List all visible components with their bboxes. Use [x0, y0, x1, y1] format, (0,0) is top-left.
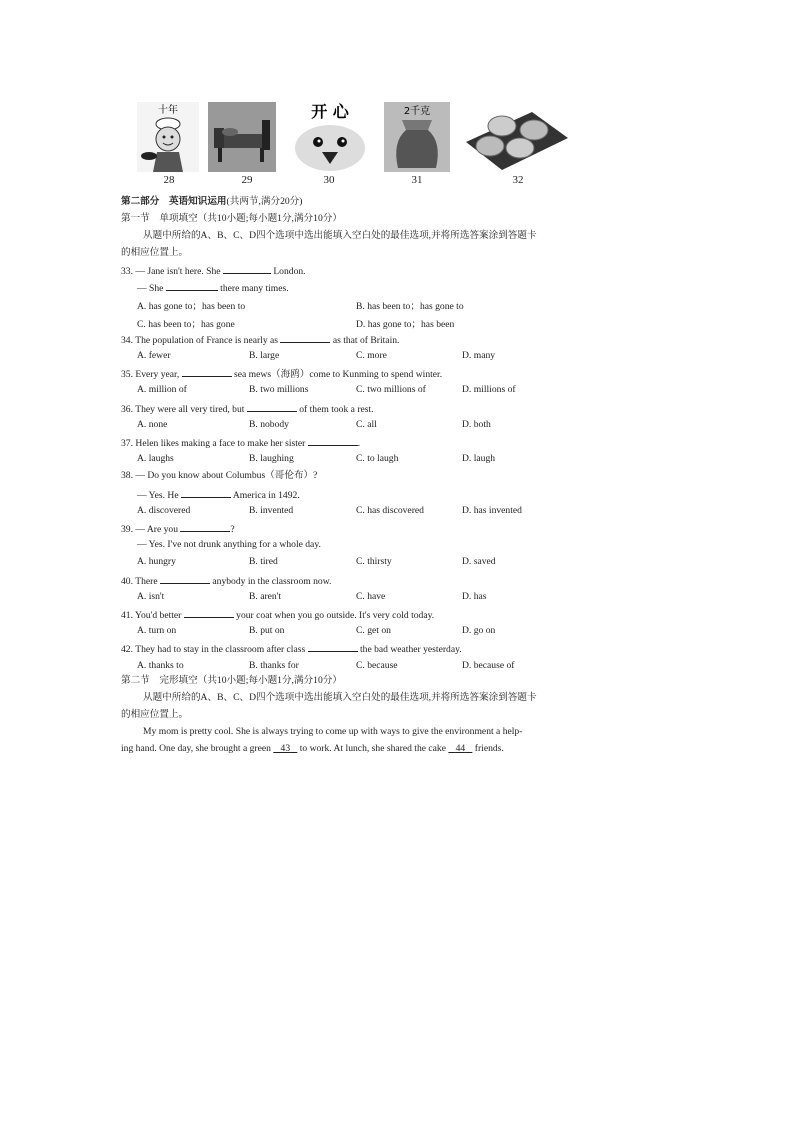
answer-blank: [280, 333, 330, 343]
picture-30-number: 30: [323, 174, 335, 186]
stem-text: there many times.: [217, 283, 289, 295]
part2-heading: [121, 196, 302, 208]
answer-option: B. invented: [249, 504, 294, 516]
answer-option: B. put on: [249, 625, 285, 637]
bed-icon: [208, 102, 276, 172]
passage-line-2a: ing hand. One day, she brought a green: [121, 743, 274, 754]
picture-30: [292, 102, 368, 172]
section1-instruction-2: 的相应位置上。: [121, 247, 189, 258]
stem-text: America in 1492.: [230, 489, 300, 501]
answer-option: A. isn't: [137, 590, 165, 602]
stem-text: 34. The population of France is nearly as: [121, 334, 281, 346]
answer-blank: [166, 281, 218, 291]
chef-boy-icon: [137, 102, 199, 172]
answer-option: B. large: [249, 350, 280, 361]
answer-option: C. to laugh: [356, 453, 399, 465]
stem-text: .: [357, 438, 361, 449]
answer-option: D. saved: [462, 556, 496, 568]
answer-blank: [160, 574, 210, 584]
answer-option: C. more: [356, 350, 387, 361]
answer-blank: [181, 488, 231, 498]
answer-option: D. many: [462, 350, 496, 361]
answer-option: A. thanks to: [137, 659, 184, 671]
blank-44-number: 44: [455, 743, 466, 754]
picture-28-number: 28: [163, 174, 175, 186]
happy-face-icon: [292, 102, 368, 172]
passage-line-2b: to work. At lunch, she shared the cake: [297, 743, 449, 754]
answer-option: B. thanks for: [249, 659, 299, 671]
stem-text: the bad weather yesterday.: [357, 644, 462, 656]
answer-option: B. tired: [249, 556, 278, 568]
answer-option: C. thirsty: [356, 556, 392, 568]
answer-option: C. have: [356, 590, 386, 602]
question-stem: [121, 436, 360, 450]
answer-option: B. nobody: [249, 418, 289, 430]
question-stem: [121, 574, 331, 588]
picture-29-number: 29: [241, 174, 253, 186]
answer-option: A. has gone to；has been to: [137, 301, 246, 313]
question-stem: [121, 333, 399, 347]
stem-text: anybody in the classroom now.: [209, 575, 332, 587]
answer-option: A. none: [137, 418, 168, 430]
answer-option: B. laughing: [249, 453, 294, 465]
question-stem: [121, 264, 306, 278]
stem-text: London.: [270, 266, 306, 277]
stem-text: 36. They were all very tired, but: [121, 403, 247, 415]
passage-line-2: [121, 743, 504, 755]
passage-line-2c: friends.: [472, 743, 504, 754]
stem-text: 39. — Are you: [121, 524, 181, 535]
stem-text: 38. — Do you know about Columbus（哥伦布）?: [121, 470, 318, 482]
picture-row: [137, 102, 577, 172]
question-stem: [121, 608, 434, 622]
stem-text: sea mews（海鸥）come to Kunming to spend winter.: [231, 369, 443, 381]
stem-text: your coat when you go outside. It's very cold today.: [233, 610, 435, 621]
sack-icon: [384, 102, 450, 172]
section1-instruction-1: 从题中所给的A、B、C、D四个选项中选出能填入空白处的最佳选项,并将所选答案涂到答题卡: [143, 230, 537, 241]
question-stem: [121, 522, 235, 536]
answer-option: D. has invented: [462, 504, 522, 516]
answer-blank: [247, 402, 297, 412]
section2-title: 第二节 完形填空（共10小题;每小题1分,满分10分）: [121, 675, 342, 686]
answer-option: D. has: [462, 590, 487, 602]
picture-32: [462, 102, 570, 172]
answer-option: B. two millions: [249, 384, 309, 396]
question-stem-continued: [137, 488, 300, 502]
passage-line-1: My mom is pretty cool. She is always trying to come up with ways to give the environment a help-: [143, 726, 523, 737]
answer-option: A. hungry: [137, 556, 176, 568]
blank-43: [273, 743, 297, 754]
answer-option: D. millions of: [462, 384, 516, 396]
part2-heading-rest: (共两节,满分20分): [226, 196, 303, 207]
answer-option: D. because of: [462, 659, 515, 671]
stem-text: 42. They had to stay in the classroom after class: [121, 644, 308, 656]
picture-29: [208, 102, 276, 172]
answer-option: A. discovered: [137, 504, 191, 516]
answer-blank: [182, 367, 232, 377]
answer-option: D. has gone to；has been: [356, 318, 455, 330]
stem-text: ?: [230, 524, 235, 535]
answer-blank: [223, 264, 271, 274]
picture-28-caption: 十年: [158, 105, 178, 116]
stem-text: — She: [137, 283, 166, 295]
answer-blank: [308, 642, 358, 652]
answer-option: D. laugh: [462, 453, 496, 465]
picture-28: [137, 102, 199, 172]
section1-title: 第一节 单项填空（共10小题;每小题1分,满分10分）: [121, 213, 342, 224]
picture-31-caption: 2千克: [403, 106, 431, 117]
answer-option: A. turn on: [137, 625, 177, 637]
section2-instruction-2: 的相应位置上。: [121, 709, 189, 720]
answer-option: C. because: [356, 659, 398, 671]
picture-31-number: 31: [411, 174, 423, 186]
answer-option: C. two millions of: [356, 384, 426, 396]
answer-option: D. both: [462, 418, 491, 430]
question-stem-continued: [137, 281, 289, 295]
stem-text: 37. Helen likes making a face to make her sister: [121, 438, 308, 449]
blank-43-number: 43: [280, 743, 291, 754]
stem-text: — Yes. He: [137, 489, 181, 501]
picture-30-caption: 开 心: [311, 102, 349, 121]
question-stem: [121, 367, 442, 381]
answer-option: A. million of: [137, 384, 187, 396]
section2-instruction-1: 从题中所给的A、B、C、D四个选项中选出能填入空白处的最佳选项,并将所选答案涂到答题卡: [143, 692, 537, 703]
question-stem: [121, 402, 374, 416]
stem-text: as that of Britain.: [330, 334, 400, 346]
answer-option: A. laughs: [137, 453, 174, 465]
picture-31: [384, 102, 450, 172]
answer-option: C. has been to；has gone: [137, 318, 235, 330]
answer-option: D. go on: [462, 625, 496, 637]
stem-text: 40. There: [121, 575, 160, 587]
stem-text: of them took a rest.: [296, 403, 374, 415]
stem-text: — Yes. I've not drunk anything for a whole day.: [137, 539, 321, 551]
answer-blank: [308, 436, 358, 446]
answer-blank: [180, 522, 230, 532]
stem-text: 35. Every year,: [121, 369, 182, 381]
mooncakes-icon: [462, 102, 570, 172]
answer-option: C. has discovered: [356, 504, 424, 516]
stem-text: 33. — Jane isn't here. She: [121, 266, 223, 277]
answer-option: C. all: [356, 418, 377, 430]
question-stem: [121, 470, 317, 482]
answer-option: C. get on: [356, 625, 391, 637]
question-stem: [121, 642, 462, 656]
picture-32-number: 32: [512, 174, 524, 186]
answer-option: B. has been to；has gone to: [356, 301, 464, 313]
answer-option: A. fewer: [137, 350, 171, 361]
question-stem-continued: [137, 539, 321, 551]
part2-heading-bold: 第二部分 英语知识运用: [121, 196, 227, 207]
blank-44: [448, 743, 472, 754]
answer-option: B. aren't: [249, 590, 282, 602]
stem-text: 41. You'd better: [121, 610, 184, 621]
answer-blank: [184, 608, 234, 618]
